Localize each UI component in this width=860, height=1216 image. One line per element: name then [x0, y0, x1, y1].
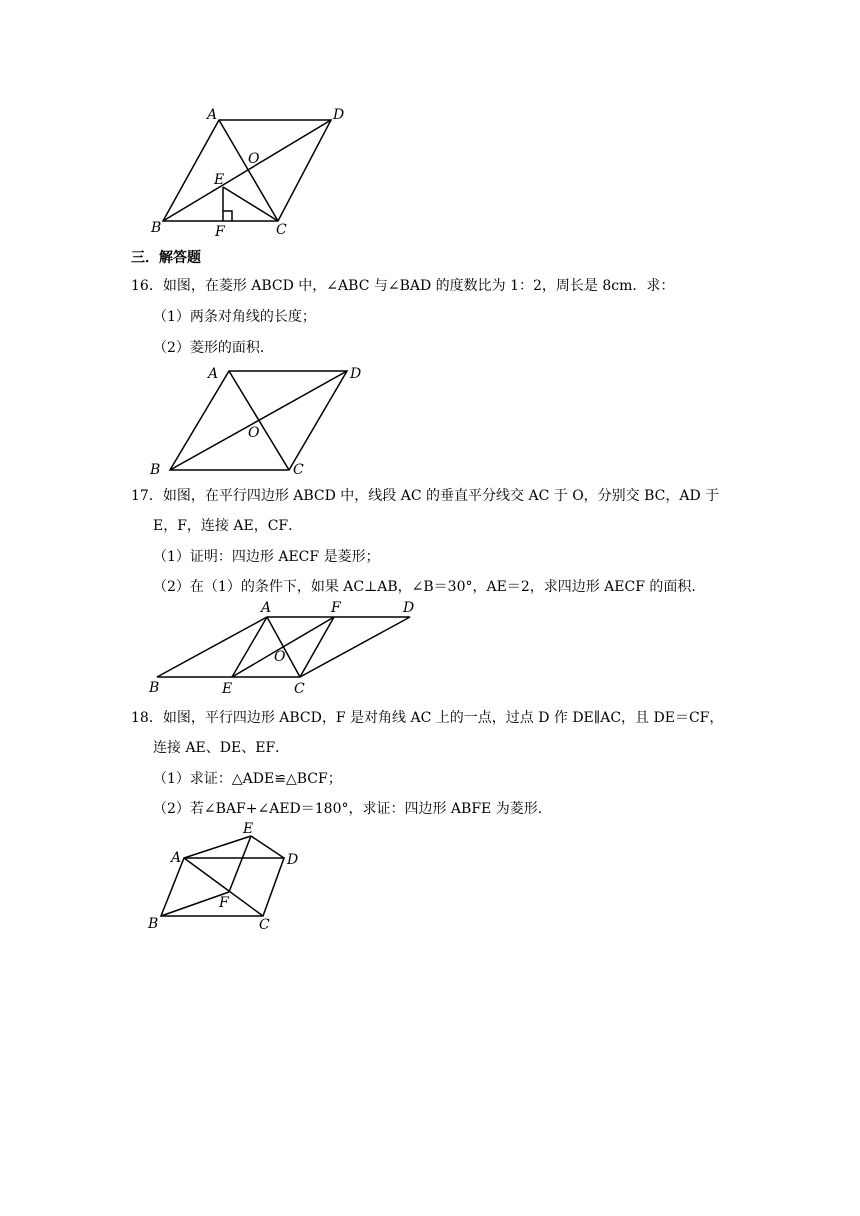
label-e: E [243, 821, 254, 837]
label-o: O [274, 649, 286, 665]
label-b: B [148, 916, 159, 932]
q16-stem: 16．如图，在菱形 ABCD 中，∠ABC 与∠BAD 的度数比为 1：2，周长是 8cm．求： [131, 278, 675, 294]
section-title: 三．解答题 [131, 250, 201, 266]
label-d: D [350, 366, 362, 382]
label-b: B [150, 462, 161, 478]
label-f: F [219, 895, 229, 911]
label-f: F [215, 224, 225, 240]
label-d: D [333, 107, 345, 123]
q17-stem-line1: 17．如图，在平行四边形 ABCD 中，线段 AC 的垂直平分线交 AC 于 O，分别交 BC，AD 于 [131, 488, 720, 504]
q18-stem-line1: 18．如图，平行四边形 ABCD，F 是对角线 AC 上的一点，过点 D 作 DE∥AC，且 DE＝CF， [131, 710, 724, 726]
q17-part1: （1）证明：四边形 AECF 是菱形； [153, 549, 380, 565]
label-c: C [276, 222, 287, 238]
label-f: F [331, 600, 341, 616]
label-c: C [294, 681, 305, 697]
segment-ae [184, 836, 251, 858]
q16-part1: （1）两条对角线的长度； [153, 309, 316, 325]
q18-stem-line2: 连接 AE、DE、EF． [153, 740, 290, 756]
label-d: D [403, 600, 415, 616]
q16-part2: （2）菱形的面积． [153, 340, 274, 356]
label-c: C [293, 462, 304, 478]
label-b: B [151, 220, 162, 236]
q17-part2: （2）在（1）的条件下，如果 AC⊥AB，∠B＝30°，AE＝2，求四边形 AECF 的面积． [153, 579, 706, 595]
label-a: A [208, 366, 219, 382]
label-a: A [261, 600, 272, 616]
q18-part2: （2）若∠BAF+∠AED＝180°，求证：四边形 ABFE 为菱形． [153, 801, 552, 817]
segment-de [251, 836, 284, 858]
label-e: E [214, 172, 225, 188]
q17-stem-line2: E，F，连接 AE，CF． [153, 518, 303, 534]
segment-ef [229, 836, 251, 892]
label-a: A [171, 850, 182, 866]
label-a: A [207, 107, 218, 123]
label-o: O [248, 425, 260, 441]
label-d: D [287, 852, 299, 868]
label-o: O [248, 151, 260, 167]
label-e: E [222, 681, 233, 697]
label-b: B [149, 680, 160, 696]
label-c: C [259, 917, 270, 933]
q18-part1: （1）求证：△ADE≌△BCF； [153, 771, 342, 787]
